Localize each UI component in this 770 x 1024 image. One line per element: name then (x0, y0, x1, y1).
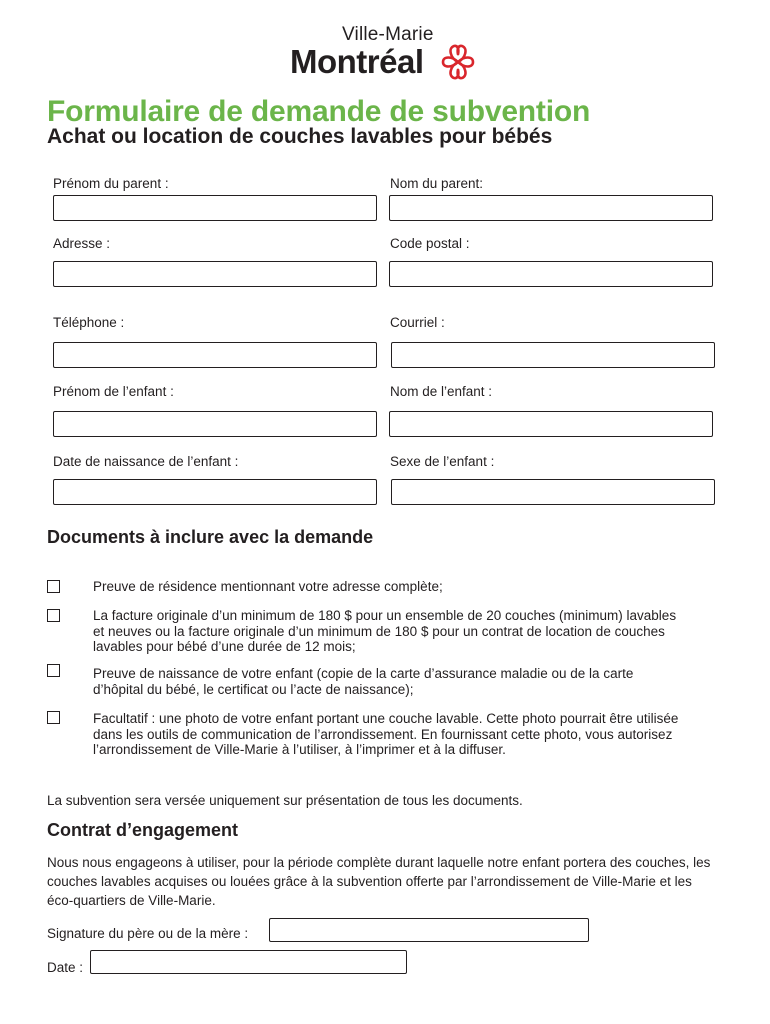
postal-code-label: Code postal : (390, 236, 470, 251)
parent-last-name-label: Nom du parent: (390, 176, 484, 191)
email-field[interactable] (391, 342, 715, 368)
contract-heading: Contrat d’engagement (47, 820, 239, 840)
montreal-rosette-icon (440, 42, 476, 82)
date-label: Date : (47, 960, 84, 975)
montreal-logo (290, 24, 490, 84)
phone-field[interactable] (53, 342, 377, 368)
contract-text: Nous nous engageons à utiliser, pour la période complète durant laquelle notre enfant portera des couches, les couches lavables acquises ou louées grâce à la subvention offerte par l’arrondissement de Ville-Marie et les éco-quartiers de Ville-Marie. (47, 855, 711, 908)
child-first-name-field[interactable] (53, 411, 377, 437)
child-sex-field[interactable] (391, 479, 715, 505)
document-checkbox-residence[interactable] (47, 580, 60, 593)
child-birthdate-field[interactable] (53, 479, 377, 505)
date-field[interactable] (90, 950, 407, 974)
documents-note: La subvention sera versée uniquement sur présentation de tous les documents. (47, 793, 523, 808)
signature-field[interactable] (269, 918, 589, 942)
parent-last-name-field[interactable] (389, 195, 713, 221)
child-sex-label: Sexe de l’enfant : (390, 454, 495, 469)
form-subtitle: Achat ou location de couches lavables pour bébés (47, 125, 553, 148)
document-item-photo: Facultatif : une photo de votre enfant portant une couche lavable. Cette photo pourrait être utilisée dans les outils de communication de l’arrondissement. En fournissant cette photo, vous autorisez l’arrondissement de Ville-Marie à l’utiliser, à l’imprimer et à la diffuser. (93, 711, 679, 757)
document-item-invoice: La facture originale d’un minimum de 180 $ pour un ensemble de 20 couches (minimum) lavables et neuves ou la facture originale d’un minimum de 180 $ pour un contrat de location de couches lavables pour bébé d’une durée de 12 mois; (93, 608, 677, 654)
document-checkbox-photo[interactable] (47, 711, 60, 724)
child-last-name-label: Nom de l’enfant : (390, 384, 493, 399)
document-item-birth-proof: Preuve de naissance de votre enfant (copie de la carte d’assurance maladie ou de la carte d’hôpital du bébé, le certificat ou l’acte de naissance); (93, 666, 634, 697)
address-field[interactable] (53, 261, 377, 287)
email-label: Courriel : (390, 315, 445, 330)
child-birthdate-label: Date de naissance de l’enfant : (53, 454, 239, 469)
logo-city-name: Montréal (290, 43, 424, 80)
postal-code-field[interactable] (389, 261, 713, 287)
document-item-residence: Preuve de résidence mentionnant votre adresse complète; (93, 579, 443, 594)
document-checkbox-birth-proof[interactable] (47, 664, 60, 677)
address-label: Adresse : (53, 236, 111, 251)
documents-heading: Documents à inclure avec la demande (47, 527, 374, 547)
document-checkbox-invoice[interactable] (47, 609, 60, 622)
parent-first-name-label: Prénom du parent : (53, 176, 169, 191)
logo-borough-name: Ville-Marie (342, 24, 434, 45)
signature-label: Signature du père ou de la mère : (47, 926, 249, 941)
child-first-name-label: Prénom de l’enfant : (53, 384, 174, 399)
parent-first-name-field[interactable] (53, 195, 377, 221)
form-title: Formulaire de demande de subvention (47, 95, 591, 128)
child-last-name-field[interactable] (389, 411, 713, 437)
phone-label: Téléphone : (53, 315, 125, 330)
